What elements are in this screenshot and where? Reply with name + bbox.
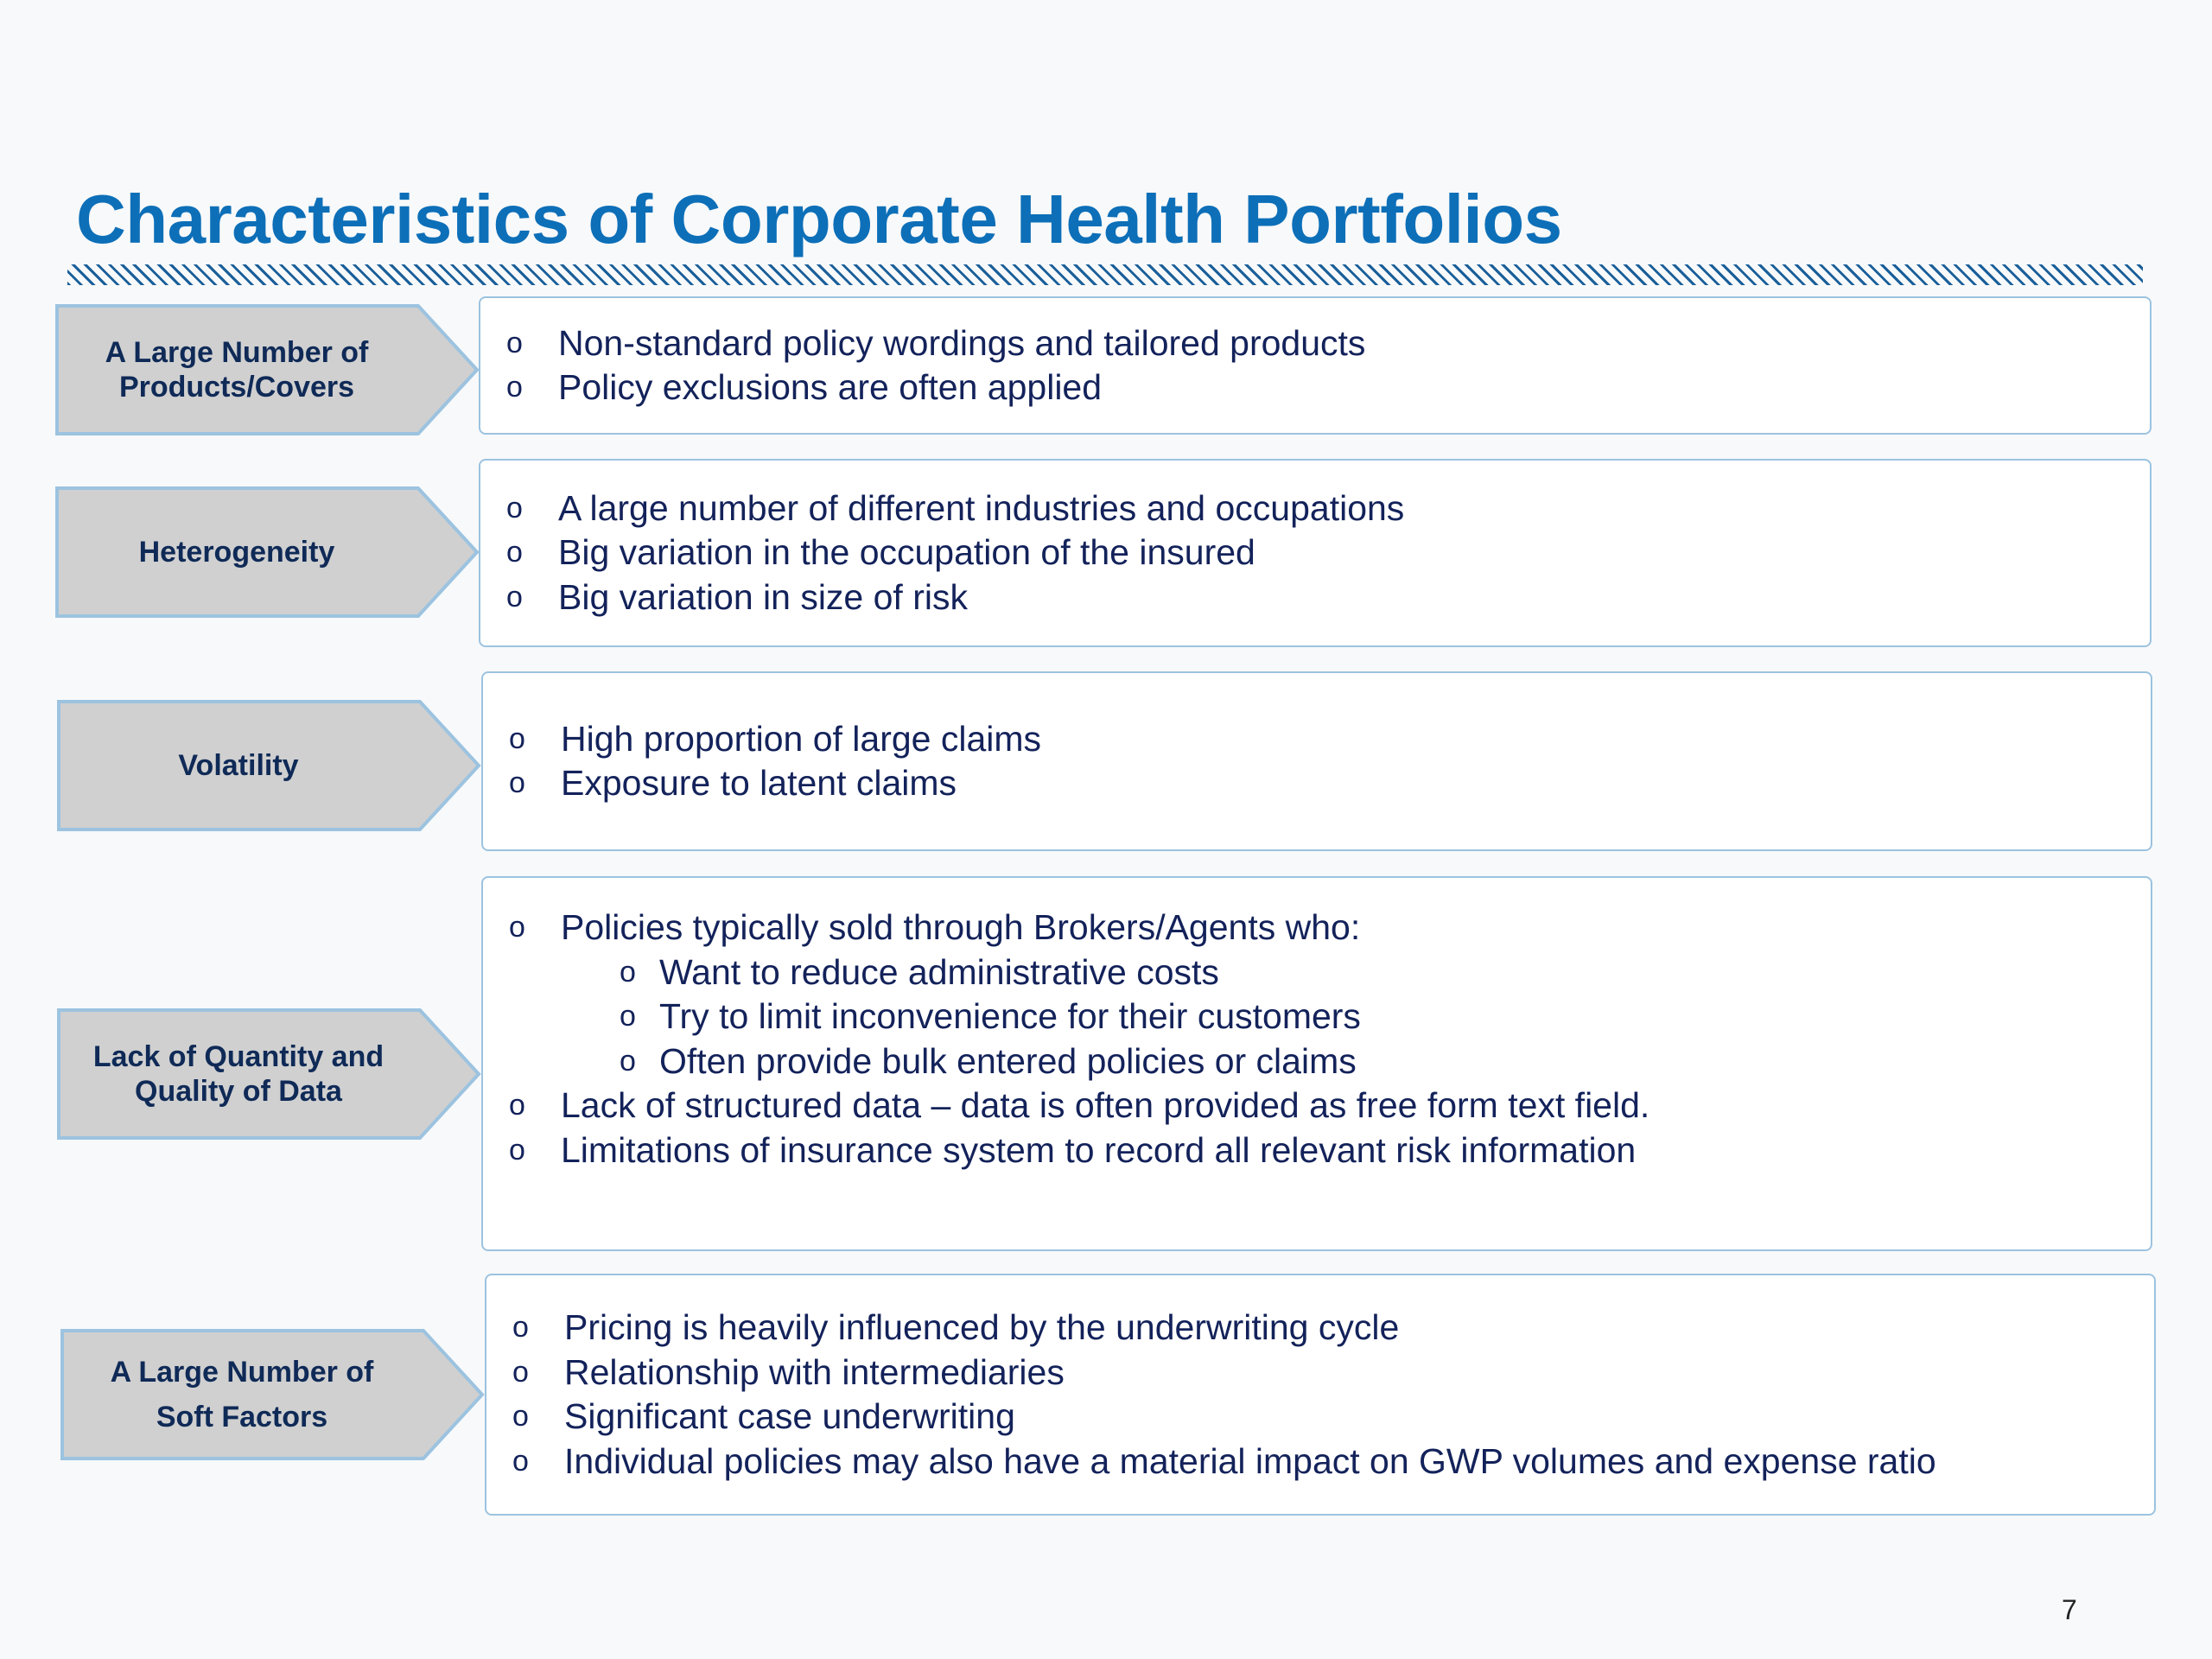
bullet-item: o Pricing is heavily influenced by the underwriting cycle [512,1306,2154,1351]
row-label-text: Lack of Quantity and Quality of Data [92,1040,385,1108]
row-content-volatility [481,671,2152,851]
bullet-item: o Big variation in size of risk [506,575,2150,620]
row-label-soft-factors [60,1329,484,1460]
circle-bullet-icon: o [509,911,525,944]
sub-bullet-item: o Want to reduce administrative costs [620,950,2151,995]
circle-bullet-icon: o [509,1133,525,1166]
bullet-item: o Limitations of insurance system to record all relevant risk information [509,1128,2151,1173]
row-label-text: Volatility [178,749,299,782]
circle-bullet-icon: o [506,371,523,404]
bullet-item: o Policy exclusions are often applied [506,365,2150,410]
circle-bullet-icon: o [620,1044,636,1077]
circle-bullet-icon: o [506,326,523,359]
circle-bullet-icon: o [620,1000,636,1033]
bullet-item: o Relationship with intermediaries [512,1351,2154,1395]
row-content-heterogeneity [479,459,2152,647]
row-label-text: A Large Number of Soft Factors [110,1356,374,1433]
row-label-text: Heterogeneity [138,536,335,569]
bullet-item: o Individual policies may also have a material impact on GWP volumes and expense ratio [512,1440,2154,1484]
circle-bullet-icon: o [509,766,525,799]
circle-bullet-icon: o [512,1444,529,1478]
circle-bullet-icon: o [620,955,636,988]
row-label-products-covers [55,304,479,435]
row-content-products-covers [479,296,2152,435]
bullet-item: o A large number of different industries and occupations [506,486,2150,531]
slide-title: Characteristics of Corporate Health Portfolios [76,181,1562,257]
bullet-item: o Lack of structured data – data is often provided as free form text field. [509,1084,2151,1128]
bullet-item: o Non-standard policy wordings and tailored products [506,321,2150,366]
bullet-item: o Big variation in the occupation of the insured [506,531,2150,575]
circle-bullet-icon: o [512,1400,529,1433]
row-content-soft-factors [485,1274,2156,1516]
row-label-data-quality [57,1008,480,1140]
row-label-text: A Large Number of Products/Covers [105,336,369,404]
circle-bullet-icon: o [509,1089,525,1122]
circle-bullet-icon: o [506,580,523,613]
row-content-data-quality [481,876,2152,1251]
circle-bullet-icon: o [506,491,523,524]
circle-bullet-icon: o [509,721,525,755]
bullet-item: o Policies typically sold through Brokers/Agents who: [509,906,2151,950]
sub-bullet-item: o Try to limit inconvenience for their customers [620,995,2151,1039]
bullet-item: o High proportion of large claims [509,717,2151,762]
page-number: 7 [2062,1594,2077,1625]
sub-bullet-item: o Often provide bulk entered policies or claims [620,1039,2151,1084]
circle-bullet-icon: o [506,536,523,569]
circle-bullet-icon: o [512,1355,529,1389]
bullet-item: o Exposure to latent claims [509,761,2151,806]
circle-bullet-icon: o [512,1311,529,1344]
row-label-heterogeneity [55,486,479,618]
row-label-volatility [57,700,480,831]
bullet-item: o Significant case underwriting [512,1395,2154,1440]
title-hatch-divider [67,264,2143,285]
